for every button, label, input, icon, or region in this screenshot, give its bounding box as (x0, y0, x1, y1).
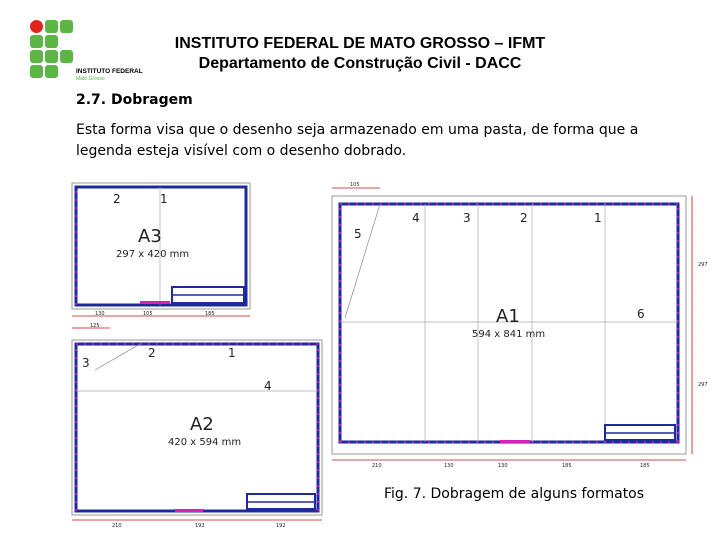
logo-text-name: INSTITUTO FEDERAL (76, 68, 143, 75)
a2-sheet-size: 420 x 594 mm (168, 437, 242, 448)
a3-dim: 185 (205, 311, 215, 317)
a3-sheet (72, 183, 250, 329)
a1-sheet-size: 594 x 841 mm (472, 329, 546, 340)
paragraph: Esta forma visa que o desenho seja armazenado em uma pasta, de forma que a legenda esteja visível com o desenho dobrado. (76, 122, 639, 159)
a2-dim: 192 (276, 523, 286, 529)
a1-dim: 130 (444, 463, 454, 469)
a1-fold-number: 4 (412, 211, 420, 225)
a3-sheet-size: 297 x 420 mm (116, 249, 190, 260)
a1-fold-number: 2 (520, 211, 528, 225)
figure-caption: Fig. 7. Dobragem de alguns formatos (384, 486, 645, 502)
institution-name: INSTITUTO FEDERAL DE MATO GROSSO – IFMT (174, 35, 546, 52)
a3-dim: 105 (143, 311, 153, 317)
a1-dim: 105 (350, 182, 360, 188)
a1-dim: 185 (562, 463, 572, 469)
section-title: 2.7. Dobragem (76, 92, 193, 108)
a1-dim: 130 (498, 463, 508, 469)
a1-fold-number: 1 (594, 211, 602, 225)
a2-dim: 210 (112, 523, 122, 529)
a1-fold-number: 3 (463, 211, 471, 225)
a1-sheet (332, 182, 708, 469)
a1-dim: 210 (372, 463, 382, 469)
a1-dim: 297 (698, 262, 708, 268)
a2-fold-number: 2 (148, 346, 156, 360)
a1-sheet-label: A1 (496, 306, 520, 327)
a2-dim: 192 (195, 523, 205, 529)
a2-fold-number: 3 (82, 356, 90, 370)
department-name: Departamento de Construção Civil - DACC (198, 55, 522, 72)
a1-dim: 185 (640, 463, 650, 469)
a3-sheet-label: A3 (138, 226, 162, 247)
a2-sheet-label: A2 (190, 414, 214, 435)
a1-fold-number: 6 (637, 307, 645, 321)
a2-fold-number: 1 (228, 346, 236, 360)
a3-dim: 125 (90, 323, 100, 329)
a3-fold-number: 1 (160, 192, 168, 206)
a3-dim: 130 (95, 311, 105, 317)
a2-fold-number: 4 (264, 379, 272, 393)
a1-dim: 297 (698, 382, 708, 388)
logo-text-state: Mato Grosso (76, 76, 105, 82)
a1-fold-number: 5 (354, 227, 362, 241)
a3-fold-number: 2 (113, 192, 121, 206)
a2-sheet (72, 340, 322, 529)
